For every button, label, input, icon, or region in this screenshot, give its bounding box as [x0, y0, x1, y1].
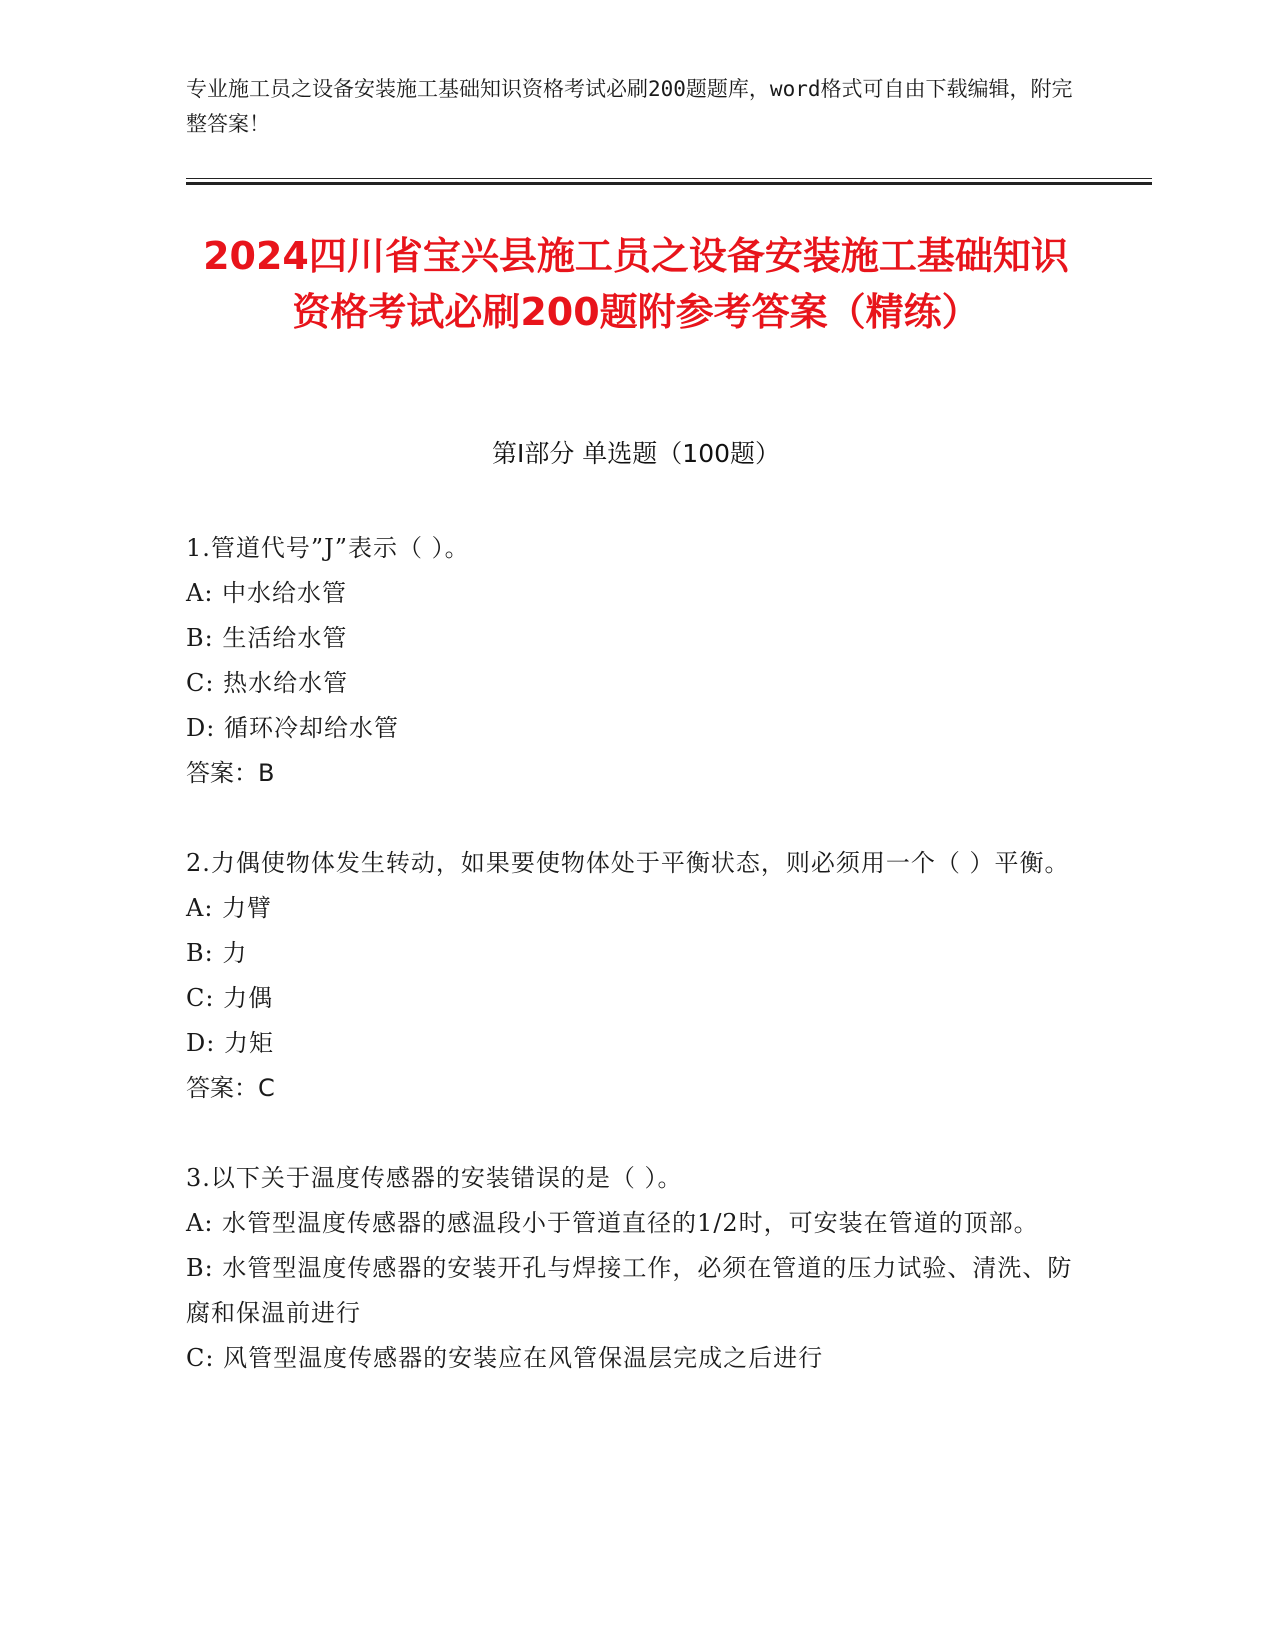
question-stem: 2.力偶使物体发生转动，如果要使物体处于平衡状态，则必须用一个（ ）平衡。: [186, 849, 1070, 877]
header-divider-thin: [186, 178, 1152, 179]
header-note: 专业施工员之设备安装施工基础知识资格考试必刷200题题库，word格式可自由下载编辑，附完整答案！: [186, 77, 1073, 136]
question-1: [186, 526, 1086, 796]
question-stem: 1.管道代号”J”表示（ ）。: [186, 534, 470, 562]
answer: 答案：C: [186, 1074, 275, 1102]
question-stem: 3.以下关于温度传感器的安装错误的是（ ）。: [186, 1164, 683, 1192]
option-b: B: 生活给水管: [186, 624, 348, 652]
question-list: [186, 526, 1086, 1426]
answer: 答案：B: [186, 759, 275, 787]
option-b: B: 水管型温度传感器的安装开孔与焊接工作，必须在管道的压力试验、清洗、防腐和保温前进行: [186, 1254, 1073, 1327]
option-a: A: 水管型温度传感器的感温段小于管道直径的1/2时，可安装在管道的顶部。: [186, 1209, 1039, 1237]
option-a: A: 中水给水管: [186, 579, 348, 607]
option-d: D: 力矩: [186, 1029, 274, 1057]
option-c: C: 力偶: [186, 984, 274, 1012]
header-divider-thick: [186, 182, 1152, 185]
option-d: D: 循环冷却给水管: [186, 714, 399, 742]
option-c: C: 风管型温度传感器的安装应在风管保温层完成之后进行: [186, 1344, 824, 1372]
question-3: [186, 1156, 1086, 1381]
question-2: [186, 841, 1086, 1111]
option-c: C: 热水给水管: [186, 669, 349, 697]
option-b: B: 力: [186, 939, 248, 967]
section-title: 第Ⅰ部分 单选题（100题）: [491, 439, 781, 468]
document-title: 2024四川省宝兴县施工员之设备安装施工基础知识资格考试必刷200题附参考答案（精练）: [203, 234, 1069, 334]
option-a: A: 力臂: [186, 894, 273, 922]
